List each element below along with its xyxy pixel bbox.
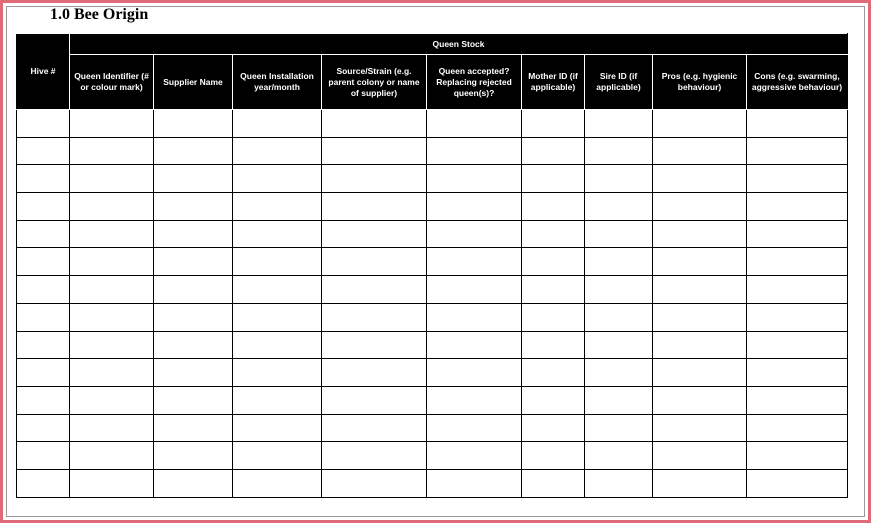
table-cell[interactable]	[653, 193, 747, 221]
table-cell[interactable]	[154, 386, 233, 414]
page-title: 1.0 Bee Origin	[50, 6, 149, 23]
table-cell[interactable]	[233, 331, 322, 359]
table-row	[17, 386, 848, 414]
hive-number-cell[interactable]	[17, 442, 70, 470]
table-row	[17, 137, 848, 165]
table-cell[interactable]	[747, 220, 848, 248]
table-row	[17, 442, 848, 470]
table-cell[interactable]	[585, 331, 653, 359]
table-cell[interactable]	[233, 193, 322, 221]
table-cell[interactable]	[747, 331, 848, 359]
table-cell[interactable]	[154, 469, 233, 497]
table-cell[interactable]	[70, 303, 154, 331]
table-cell[interactable]	[427, 165, 522, 193]
table-cell[interactable]	[522, 386, 585, 414]
table-cell[interactable]	[747, 110, 848, 138]
table-row	[17, 165, 848, 193]
table-cell[interactable]	[427, 303, 522, 331]
table-cell[interactable]	[747, 442, 848, 470]
cons-header: Cons (e.g. swarming, aggressive behaviour)	[747, 55, 848, 110]
table-cell[interactable]	[747, 414, 848, 442]
table-cell[interactable]	[154, 165, 233, 193]
table-cell[interactable]	[322, 414, 427, 442]
table-cell[interactable]	[70, 276, 154, 304]
bee-origin-table	[16, 33, 848, 498]
table-cell[interactable]	[427, 248, 522, 276]
mother-id-header: Mother ID (if applicable)	[522, 55, 585, 110]
table-cell[interactable]	[233, 248, 322, 276]
table-cell[interactable]	[233, 276, 322, 304]
table-cell[interactable]	[427, 193, 522, 221]
table-cell[interactable]	[585, 110, 653, 138]
table-cell[interactable]	[233, 137, 322, 165]
table-cell[interactable]	[585, 276, 653, 304]
table-body	[17, 110, 848, 498]
table-cell[interactable]	[747, 303, 848, 331]
table-cell[interactable]	[522, 442, 585, 470]
table-cell[interactable]	[322, 165, 427, 193]
table-cell[interactable]	[322, 442, 427, 470]
hive-number-cell[interactable]	[17, 331, 70, 359]
table-row	[17, 331, 848, 359]
table-cell[interactable]	[233, 303, 322, 331]
pros-header: Pros (e.g. hygienic behaviour)	[653, 55, 747, 110]
table-cell[interactable]	[522, 137, 585, 165]
table-cell[interactable]	[522, 359, 585, 387]
source-strain-header: Source/Strain (e.g. parent colony or name of supplier)	[322, 55, 427, 110]
table-cell[interactable]	[585, 303, 653, 331]
table-cell[interactable]	[653, 110, 747, 138]
table-row	[17, 303, 848, 331]
table-cell[interactable]	[522, 331, 585, 359]
table-cell[interactable]	[522, 414, 585, 442]
table-row	[17, 110, 848, 138]
table-cell[interactable]	[522, 220, 585, 248]
hive-number-header: Hive #	[17, 34, 70, 110]
table-cell[interactable]	[427, 414, 522, 442]
table-cell[interactable]	[747, 193, 848, 221]
hive-number-cell[interactable]	[17, 469, 70, 497]
table-cell[interactable]	[233, 165, 322, 193]
queen-stock-group-header: Queen Stock	[70, 34, 848, 55]
table-cell[interactable]	[154, 414, 233, 442]
table-cell[interactable]	[427, 386, 522, 414]
table-row	[17, 248, 848, 276]
table-cell[interactable]	[747, 276, 848, 304]
table-cell[interactable]	[233, 414, 322, 442]
table-cell[interactable]	[585, 193, 653, 221]
table-cell[interactable]	[322, 303, 427, 331]
table-cell[interactable]	[233, 220, 322, 248]
table-cell[interactable]	[427, 442, 522, 470]
table-cell[interactable]	[653, 220, 747, 248]
table-cell[interactable]	[70, 220, 154, 248]
table-cell[interactable]	[427, 137, 522, 165]
table-cell[interactable]	[70, 165, 154, 193]
table-row	[17, 359, 848, 387]
table-cell[interactable]	[427, 220, 522, 248]
table-cell[interactable]	[427, 276, 522, 304]
table-cell[interactable]	[233, 442, 322, 470]
table-cell[interactable]	[585, 137, 653, 165]
table-cell[interactable]	[653, 414, 747, 442]
table-cell[interactable]	[585, 248, 653, 276]
table-cell[interactable]	[522, 165, 585, 193]
hive-number-cell[interactable]	[17, 193, 70, 221]
table-cell[interactable]	[585, 220, 653, 248]
table-cell[interactable]	[70, 469, 154, 497]
table-cell[interactable]	[747, 248, 848, 276]
table-cell[interactable]	[70, 442, 154, 470]
hive-number-cell[interactable]	[17, 414, 70, 442]
table-cell[interactable]	[233, 359, 322, 387]
table-cell[interactable]	[70, 386, 154, 414]
table-cell[interactable]	[70, 331, 154, 359]
table-cell[interactable]	[522, 193, 585, 221]
hive-number-cell[interactable]	[17, 110, 70, 138]
table-cell[interactable]	[522, 110, 585, 138]
hive-number-cell[interactable]	[17, 220, 70, 248]
queen-installation-header: Queen Installation year/month	[233, 55, 322, 110]
table-cell[interactable]	[322, 193, 427, 221]
table-cell[interactable]	[233, 469, 322, 497]
table-cell[interactable]	[653, 248, 747, 276]
table-cell[interactable]	[233, 386, 322, 414]
hive-number-cell[interactable]	[17, 359, 70, 387]
table-cell[interactable]	[233, 110, 322, 138]
table-cell[interactable]	[522, 248, 585, 276]
table-cell[interactable]	[154, 276, 233, 304]
table-cell[interactable]	[653, 331, 747, 359]
table-cell[interactable]	[747, 469, 848, 497]
table-row	[17, 220, 848, 248]
table-cell[interactable]	[322, 137, 427, 165]
hive-number-cell[interactable]	[17, 276, 70, 304]
table-row	[17, 469, 848, 497]
table-cell[interactable]	[70, 248, 154, 276]
table-cell[interactable]	[70, 193, 154, 221]
table-cell[interactable]	[585, 165, 653, 193]
table-cell[interactable]	[322, 276, 427, 304]
table-cell[interactable]	[70, 110, 154, 138]
table-cell[interactable]	[154, 110, 233, 138]
table-cell[interactable]	[653, 442, 747, 470]
table-row	[17, 193, 848, 221]
supplier-name-header: Supplier Name	[154, 55, 233, 110]
table-cell[interactable]	[585, 469, 653, 497]
table-cell[interactable]	[653, 276, 747, 304]
table-cell[interactable]	[154, 442, 233, 470]
table-cell[interactable]	[322, 331, 427, 359]
table-cell[interactable]	[154, 248, 233, 276]
table-cell[interactable]	[427, 331, 522, 359]
table-cell[interactable]	[653, 469, 747, 497]
table-cell[interactable]	[427, 110, 522, 138]
table-cell[interactable]	[585, 414, 653, 442]
table-cell[interactable]	[522, 469, 585, 497]
table-cell[interactable]	[154, 331, 233, 359]
table-cell[interactable]	[653, 165, 747, 193]
table-cell[interactable]	[322, 386, 427, 414]
table-cell[interactable]	[427, 469, 522, 497]
table-cell[interactable]	[585, 359, 653, 387]
table-cell[interactable]	[653, 303, 747, 331]
table-cell[interactable]	[747, 137, 848, 165]
hive-number-cell[interactable]	[17, 248, 70, 276]
hive-number-cell[interactable]	[17, 137, 70, 165]
table-cell[interactable]	[427, 359, 522, 387]
table-row	[17, 276, 848, 304]
table-cell[interactable]	[322, 110, 427, 138]
table-cell[interactable]	[154, 303, 233, 331]
table-cell[interactable]	[585, 386, 653, 414]
table-cell[interactable]	[70, 414, 154, 442]
table-cell[interactable]	[154, 193, 233, 221]
table-cell[interactable]	[653, 386, 747, 414]
table-cell[interactable]	[322, 469, 427, 497]
table-cell[interactable]	[70, 359, 154, 387]
table-cell[interactable]	[154, 220, 233, 248]
table-cell[interactable]	[747, 359, 848, 387]
table-cell[interactable]	[322, 248, 427, 276]
table-cell[interactable]	[653, 137, 747, 165]
sire-id-header: Sire ID (if applicable)	[585, 55, 653, 110]
table-row	[17, 414, 848, 442]
table-cell[interactable]	[322, 359, 427, 387]
table-cell[interactable]	[585, 442, 653, 470]
table-cell[interactable]	[522, 303, 585, 331]
hive-number-cell[interactable]	[17, 303, 70, 331]
table-cell[interactable]	[747, 386, 848, 414]
table-cell[interactable]	[154, 359, 233, 387]
table-cell[interactable]	[70, 137, 154, 165]
hive-number-cell[interactable]	[17, 386, 70, 414]
table-cell[interactable]	[322, 220, 427, 248]
queen-identifier-header: Queen Identifier (# or colour mark)	[70, 55, 154, 110]
table-cell[interactable]	[747, 165, 848, 193]
queen-accepted-header: Queen accepted? Replacing rejected queen(s)?	[427, 55, 522, 110]
hive-number-cell[interactable]	[17, 165, 70, 193]
table-cell[interactable]	[522, 276, 585, 304]
table-cell[interactable]	[154, 137, 233, 165]
table-cell[interactable]	[653, 359, 747, 387]
